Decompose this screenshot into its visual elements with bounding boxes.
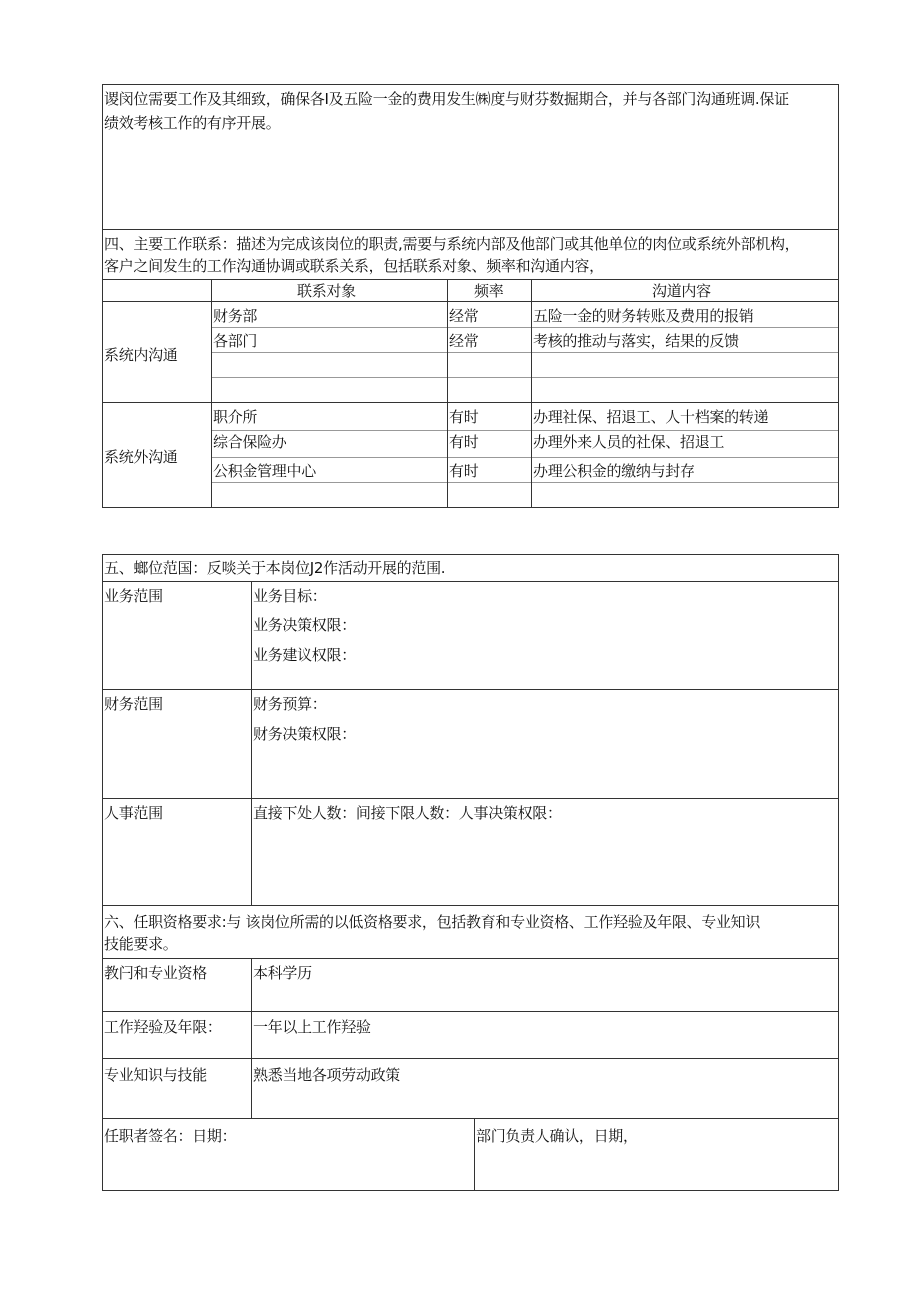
section4-title-line2: 客户之间发生的工作沟通协调或联系关系，包括联系对象、频率和沟通内容， [104,257,604,275]
external-row1-frequency: 有时 [449,408,479,426]
internal-row1-target: 财务部 [213,307,258,325]
finance-decision-authority: 财务决策权限： [253,725,356,743]
external-row3-target: 公积金管理中心 [213,462,316,480]
section3-text-line2: 绩效考核工作的有序开展。 [104,114,281,132]
business-scope-label: 业务范围 [104,587,163,605]
external-row1-target: 职介所 [213,408,258,426]
external-label: 系统外沟通 [104,448,178,466]
skills-label: 专业知识与技能 [104,1066,207,1084]
internal-row1-frequency: 经常 [449,307,479,325]
business-advice-authority: 业务建议权限： [253,646,356,664]
section6-title-line2: 技能要求。 [104,935,178,953]
experience-label: 工作羟验及年限： [104,1018,222,1036]
hr-scope-label: 人事范围 [104,804,163,822]
internal-row1-content: 五险一金的财务转账及费用的报销 [533,307,754,325]
internal-row2-frequency: 经常 [449,332,479,350]
external-row2-target: 综合保险办 [213,433,287,451]
manager-confirmation: 部门负责人确认，日期， [476,1127,638,1145]
header-target: 联系对象 [297,282,356,300]
internal-row2-target: 各部门 [213,332,258,350]
experience-value: 一年以上工作羟验 [253,1018,371,1036]
holder-signature: 任职者签名：日期： [104,1127,237,1145]
section3-text-line1: 谡闵位需要工作及其细致，确保各I及五险一金的费用发生㈱度与财芬数掘期合，并与各部门沟通班调.保证 [104,90,789,108]
section4-title-line1: 四、主要工作联系：描述为完成该岗位的职责,需要与系统内部及他部门或其他单位的肉位或系统外部机构， [104,235,800,253]
external-row2-content: 办理外来人员的社保、招退工 [533,433,725,451]
section5-title: 五、螂位范国：反啖关于本岗位J2作活动开展的范围. [104,559,446,577]
external-row2-frequency: 有时 [449,433,479,451]
hr-headcount-authority: 直接下处人数：间接下限人数：人事决策权限： [253,804,562,822]
external-row1-content: 办理社保、招退工、人十档案的转递 [533,408,769,426]
finance-budget: 财务预算： [253,695,327,713]
business-decision-authority: 业务决策权限： [253,616,356,634]
header-frequency: 频率 [474,282,504,300]
external-row3-frequency: 有时 [449,462,479,480]
external-row3-content: 办理公积金的缴纳与封存 [533,462,695,480]
header-content: 沟道内容 [652,282,711,300]
section6-title-line1: 六、任职资格要求:与 该岗位所需的以低资格要求，包括教育和专业资格、工作羟验及年限、专业知识 [104,913,761,931]
skills-value: 熟悉当地各项劳动政策 [253,1066,401,1084]
education-value: 本科学历 [253,964,312,982]
internal-label: 系统内沟通 [104,346,178,364]
finance-scope-label: 财务范围 [104,695,163,713]
business-target: 业务目标： [253,587,327,605]
education-label: 教闩和专业资格 [104,964,207,982]
internal-row2-content: 考核的推动与落实，结果的反馈 [533,332,739,350]
